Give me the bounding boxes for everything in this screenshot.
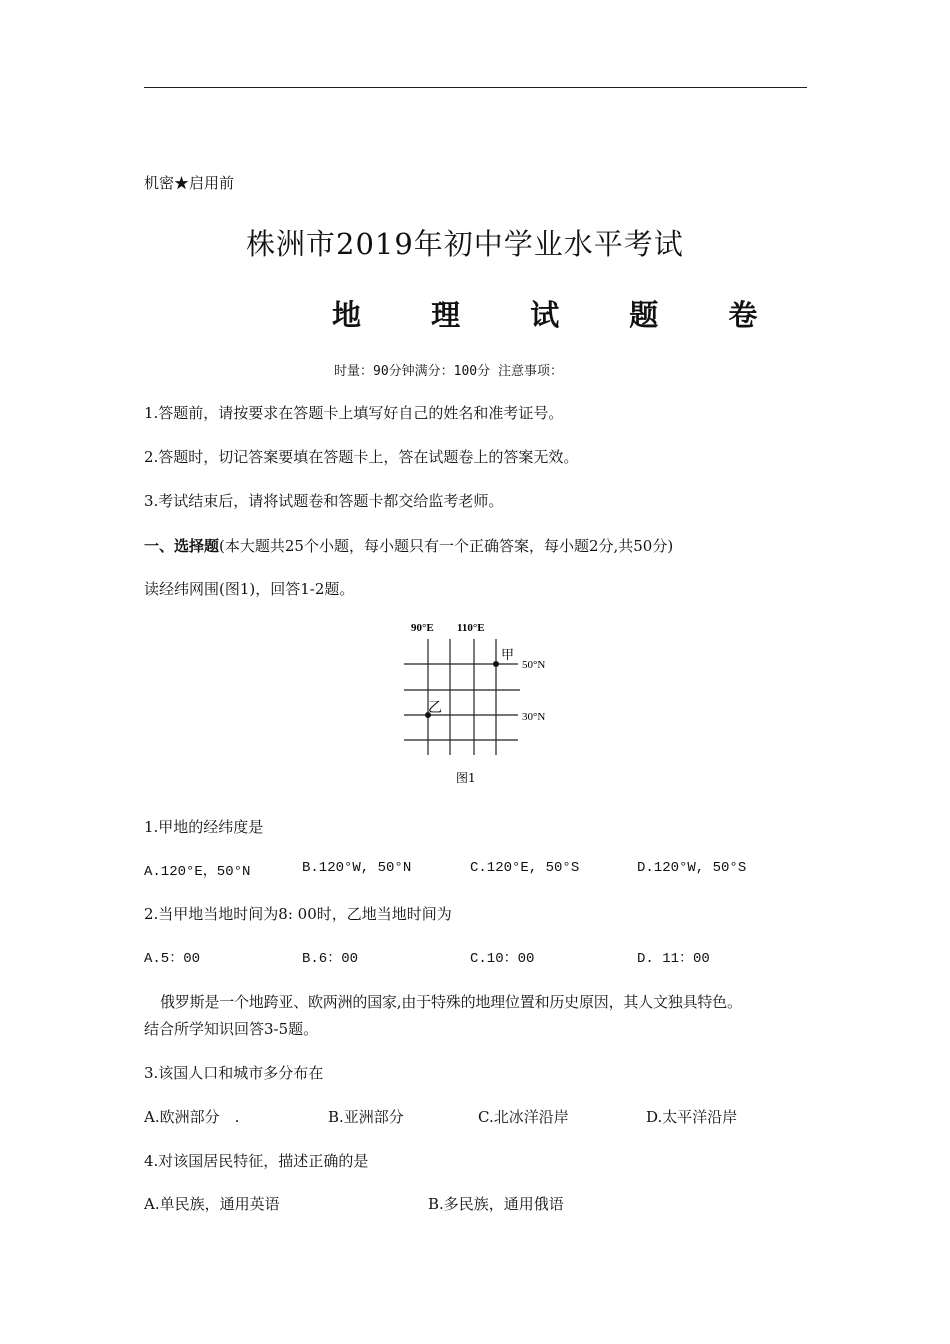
lon-label-90: 90°E: [411, 622, 434, 634]
lat-label-50: 50°N: [522, 659, 546, 671]
question-4-option-b: B.多民族，通用俄语: [428, 1195, 564, 1213]
exam-meta: 时量：90分钟满分：100分 注意事项：: [334, 364, 563, 379]
question-2-stem: 2.当甲地当地时间为8: 00时，乙地当地时间为: [144, 905, 452, 923]
question-1-stem: 1.甲地的经纬度是: [144, 818, 264, 836]
instruction-1: 1.答题前，请按要求在答题卡上填写好自己的姓名和准考证号。: [144, 404, 564, 422]
question-1-option-a: A.120°E，50°N: [144, 864, 251, 880]
secret-label: 机密★启用前: [144, 174, 235, 192]
section-heading-row: [144, 535, 673, 556]
question-2-option-d: D. 11：00: [637, 951, 710, 967]
question-1-option-b: B.120°W, 50°N: [302, 860, 412, 876]
instruction-2: 2.答题时，切记答案要填在答题卡上，答在试题卷上的答案无效。: [144, 448, 579, 466]
question-1-option-c: C.120°E, 50°S: [470, 860, 580, 876]
lat-label-30: 30°N: [522, 711, 546, 723]
question-4-option-a: A.单民族，通用英语: [144, 1195, 280, 1213]
exam-subtitle: 地 理 试 题 卷: [332, 298, 788, 332]
point-jia-marker: [493, 661, 499, 667]
instruction-3: 3.考试结束后，请将试题卷和答题卡都交给监考老师。: [144, 492, 504, 510]
question-3-option-c: C.北冰洋沿岸: [478, 1108, 569, 1126]
lon-label-110: 110°E: [457, 622, 485, 634]
question-2-option-a: A.5：00: [144, 951, 201, 967]
question-1-option-d: D.120°W, 50°S: [637, 860, 747, 876]
question-3-option-d: D.太平洋沿岸: [646, 1108, 738, 1126]
exam-title: 株洲市2019年初中学业水平考试: [246, 227, 684, 261]
figure-intro: 读经纬网围(图1)，回答1-2题。: [144, 580, 355, 598]
figure-caption: 图1: [456, 771, 476, 785]
question-2-option-b: B.6：00: [302, 951, 359, 967]
top-rule: [144, 87, 807, 88]
passage-line-1: 俄罗斯是一个地跨亚、欧两洲的国家,由于特殊的地理位置和历史原因，其人文独具特色。: [160, 993, 742, 1011]
section-heading: 一、选择题: [144, 537, 220, 555]
point-yi-label: 乙: [428, 700, 442, 716]
question-3-option-b: B.亚洲部分: [328, 1108, 404, 1126]
question-3-stem: 3.该国人口和城市多分布在: [144, 1064, 324, 1082]
section-note: (本大题共25个小题，每小题只有一个正确答案，每小题2分,共50分): [219, 537, 674, 555]
question-3-option-a: A.欧洲部分 .: [144, 1108, 240, 1126]
question-4-stem: 4.对该国居民特征，描述正确的是: [144, 1152, 369, 1170]
question-2-option-c: C.10：00: [470, 951, 535, 967]
lat-long-grid-figure: [398, 617, 568, 792]
passage-line-2: 结合所学知识回答3-5题。: [144, 1020, 319, 1038]
point-jia-label: 甲: [501, 648, 515, 663]
